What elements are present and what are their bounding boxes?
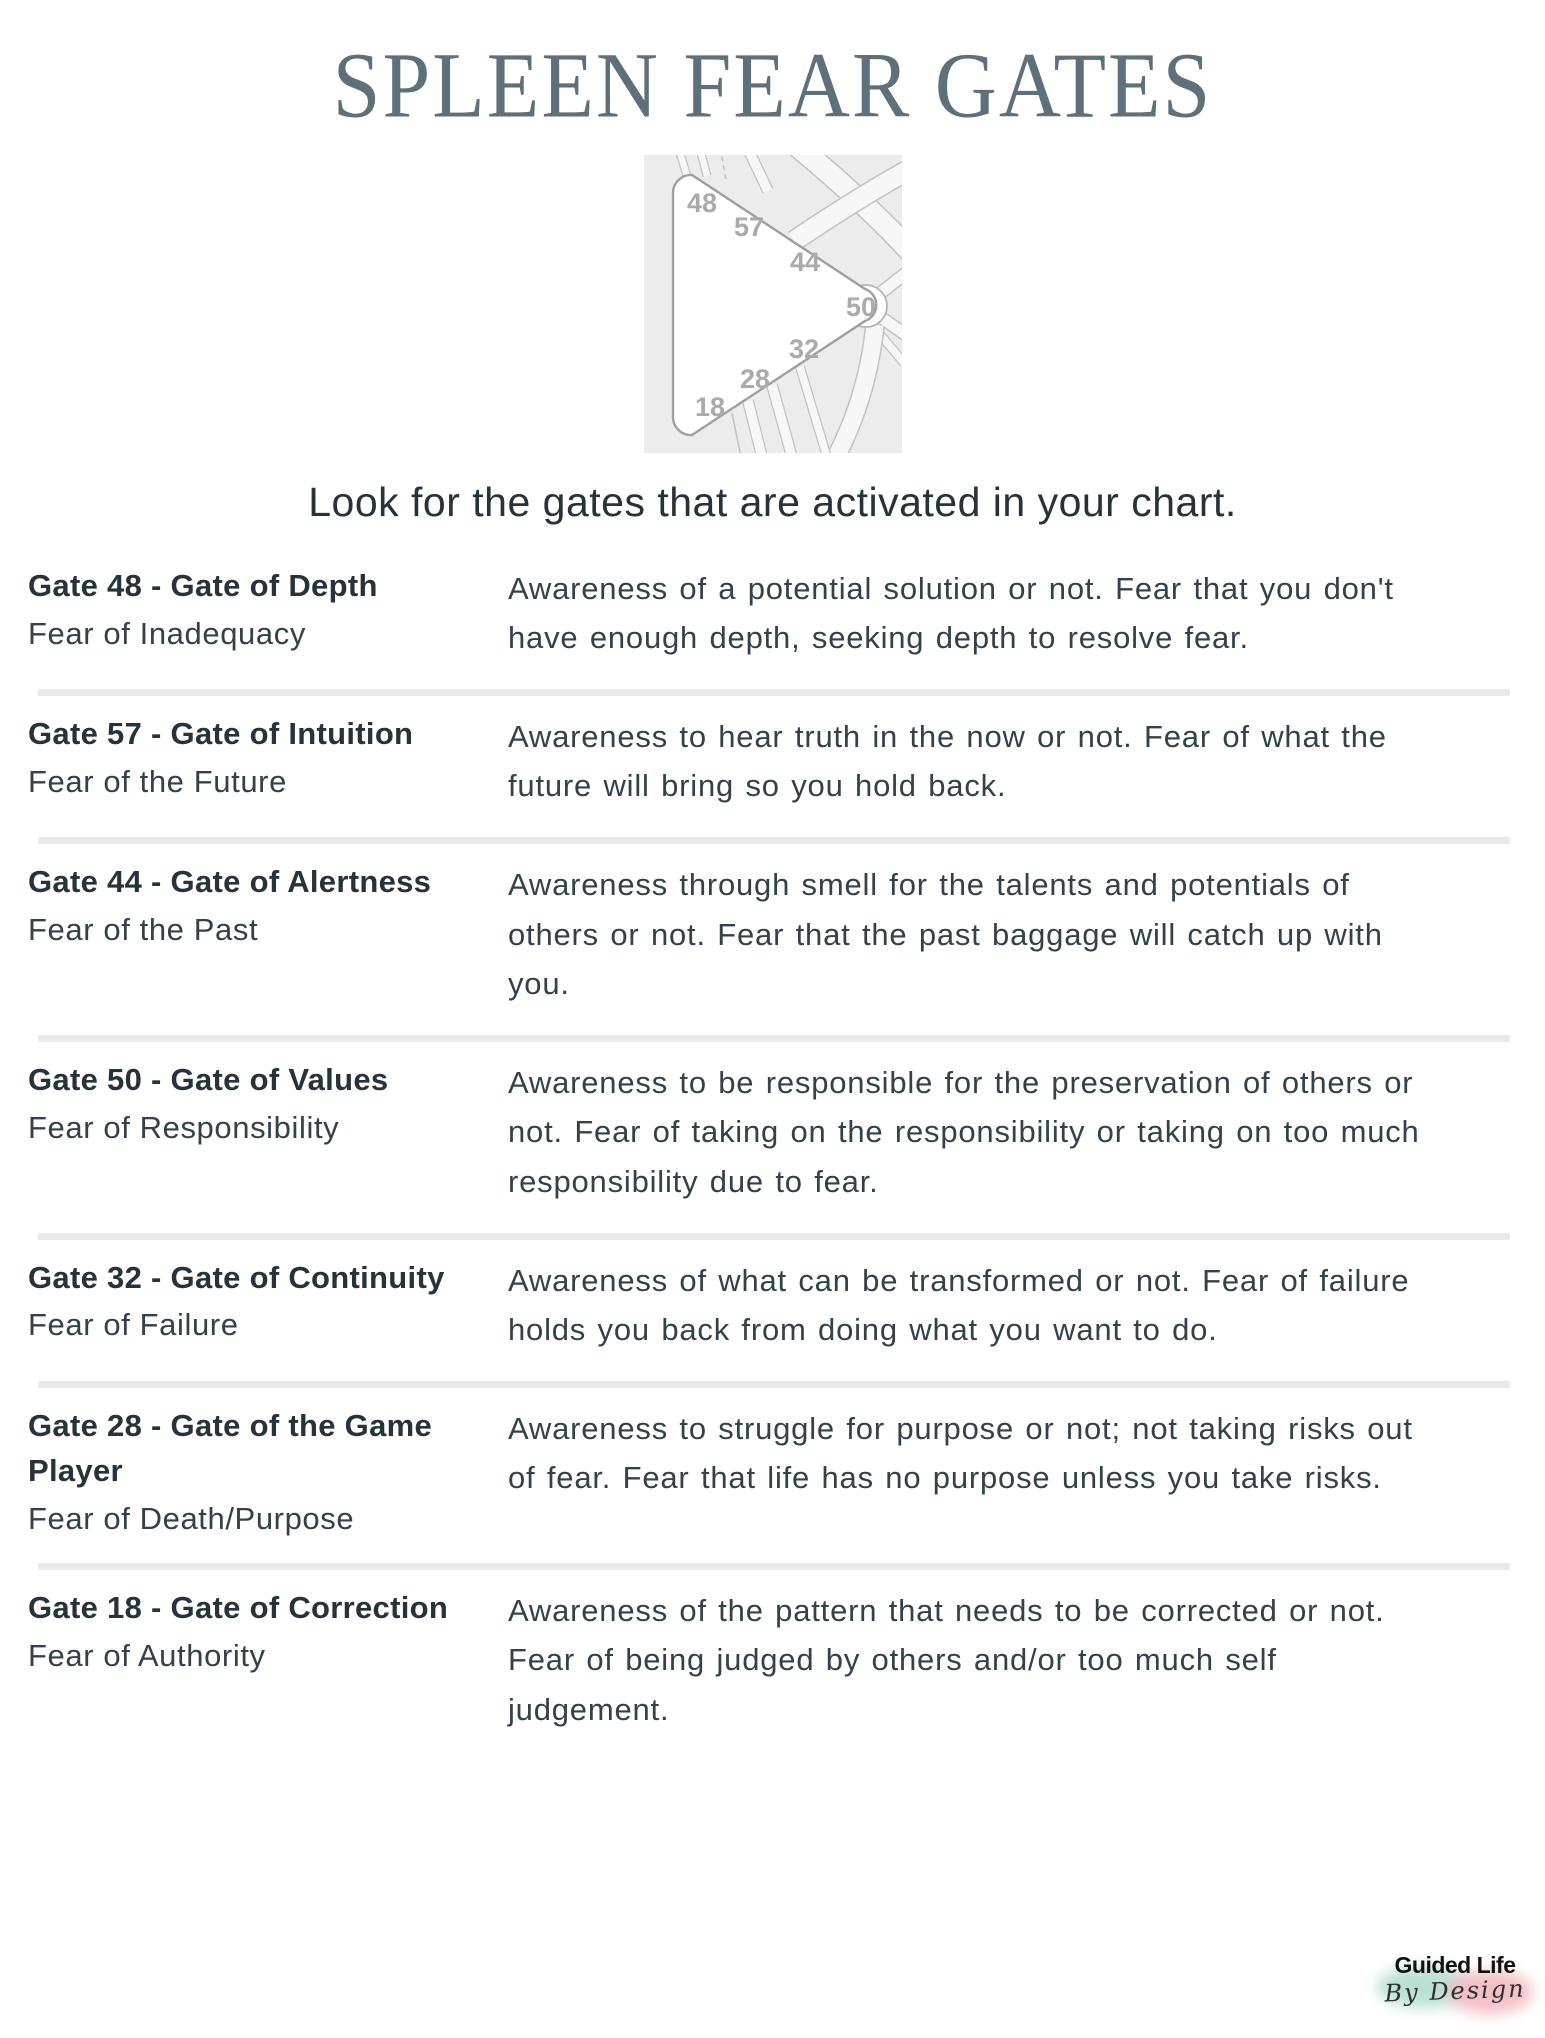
- gate-row-left-column: [28, 712, 508, 811]
- spleen-diagram-svg: [644, 155, 902, 453]
- gate-number-57: 57: [733, 211, 764, 242]
- gate-fear-label: Fear of Death/Purpose: [28, 1500, 355, 1536]
- row-divider: [38, 837, 1510, 844]
- gate-description: Awareness of a potential solution or not. Fear that you don't have enough depth, seeking depth to resolve fear.: [508, 570, 1394, 656]
- row-divider: [38, 1381, 1510, 1388]
- gate-fear-label: Fear of Failure: [28, 1307, 239, 1343]
- gate-row-left-column: [28, 1256, 508, 1355]
- gate-heading: Gate 50 - Gate of Values: [28, 1061, 389, 1097]
- gate-row: [28, 1240, 1520, 1381]
- gate-row: [28, 1570, 1520, 1761]
- logo-text-line2: By Design: [1384, 1974, 1526, 2008]
- gate-description: Awareness of what can be transformed or not. Fear of failure holds you back from doing what you want to do.: [508, 1262, 1410, 1348]
- gate-row-left-column: [28, 1058, 508, 1207]
- row-divider: [38, 1035, 1510, 1042]
- gate-heading: Gate 57 - Gate of Intuition: [28, 715, 414, 751]
- gate-fear-label: Fear of the Future: [28, 763, 287, 799]
- gate-row-right-column: [508, 1256, 1438, 1355]
- gate-row-right-column: [508, 1058, 1438, 1207]
- gate-row: [28, 548, 1520, 689]
- gate-heading: Gate 32 - Gate of Continuity: [28, 1259, 445, 1295]
- row-divider: [38, 1563, 1510, 1570]
- gate-heading: Gate 28 - Gate of the Game Player: [28, 1407, 433, 1488]
- gate-row-right-column: [508, 1404, 1438, 1537]
- gate-description: Awareness to be responsible for the preservation of others or not. Fear of taking on the responsibility or taking on too much responsibility due to fear.: [508, 1064, 1420, 1199]
- gate-heading: Gate 18 - Gate of Correction: [28, 1589, 449, 1625]
- gate-description: Awareness of the pattern that needs to be corrected or not. Fear of being judged by others and/or too much self judgement.: [508, 1592, 1385, 1727]
- gate-row: [28, 1388, 1520, 1563]
- gate-fear-label: Fear of Inadequacy: [28, 615, 306, 651]
- gate-number-50: 50: [845, 291, 876, 322]
- gate-row-right-column: [508, 564, 1438, 663]
- gate-description: Awareness through smell for the talents and potentials of others or not. Fear that the past baggage will catch up with you.: [508, 866, 1383, 1002]
- gate-number-44: 44: [789, 246, 820, 277]
- gate-row-right-column: [508, 1586, 1438, 1735]
- subtitle: Look for the gates that are activated in your chart.: [308, 478, 1237, 525]
- gate-heading: Gate 48 - Gate of Depth: [28, 567, 378, 603]
- page: [0, 33, 1545, 2038]
- gate-description: Awareness to struggle for purpose or not; not taking risks out of fear. Fear that life has no purpose unless you take risks.: [508, 1410, 1413, 1496]
- gate-row: [28, 696, 1520, 837]
- spleen-diagram: [644, 155, 902, 453]
- gate-row-left-column: [28, 564, 508, 663]
- gate-row-left-column: [28, 1586, 508, 1735]
- brand-logo: [1377, 1944, 1533, 2022]
- gate-row: [28, 844, 1520, 1035]
- gate-row-right-column: [508, 860, 1438, 1009]
- gate-number-28: 28: [739, 363, 770, 394]
- row-divider: [38, 689, 1510, 696]
- gate-description: Awareness to hear truth in the now or not. Fear of what the future will bring so you hold back.: [508, 718, 1387, 804]
- gate-row: [28, 1042, 1520, 1233]
- gate-fear-label: Fear of Authority: [28, 1637, 266, 1673]
- page-title: SPLEEN FEAR GATES: [332, 33, 1213, 137]
- gate-fear-label: Fear of the Past: [28, 911, 259, 947]
- gate-row-left-column: [28, 860, 508, 1009]
- gate-heading: Gate 44 - Gate of Alertness: [28, 863, 432, 899]
- gate-number-48: 48: [686, 187, 717, 218]
- logo-text-line1: Guided Life: [1394, 1952, 1516, 1978]
- gate-fear-label: Fear of Responsibility: [28, 1109, 340, 1145]
- gate-number-32: 32: [788, 333, 819, 364]
- gate-number-18: 18: [694, 391, 725, 422]
- gate-row-right-column: [508, 712, 1438, 811]
- gates-list: [0, 548, 1545, 1761]
- row-divider: [38, 1233, 1510, 1240]
- gate-row-left-column: [28, 1404, 508, 1537]
